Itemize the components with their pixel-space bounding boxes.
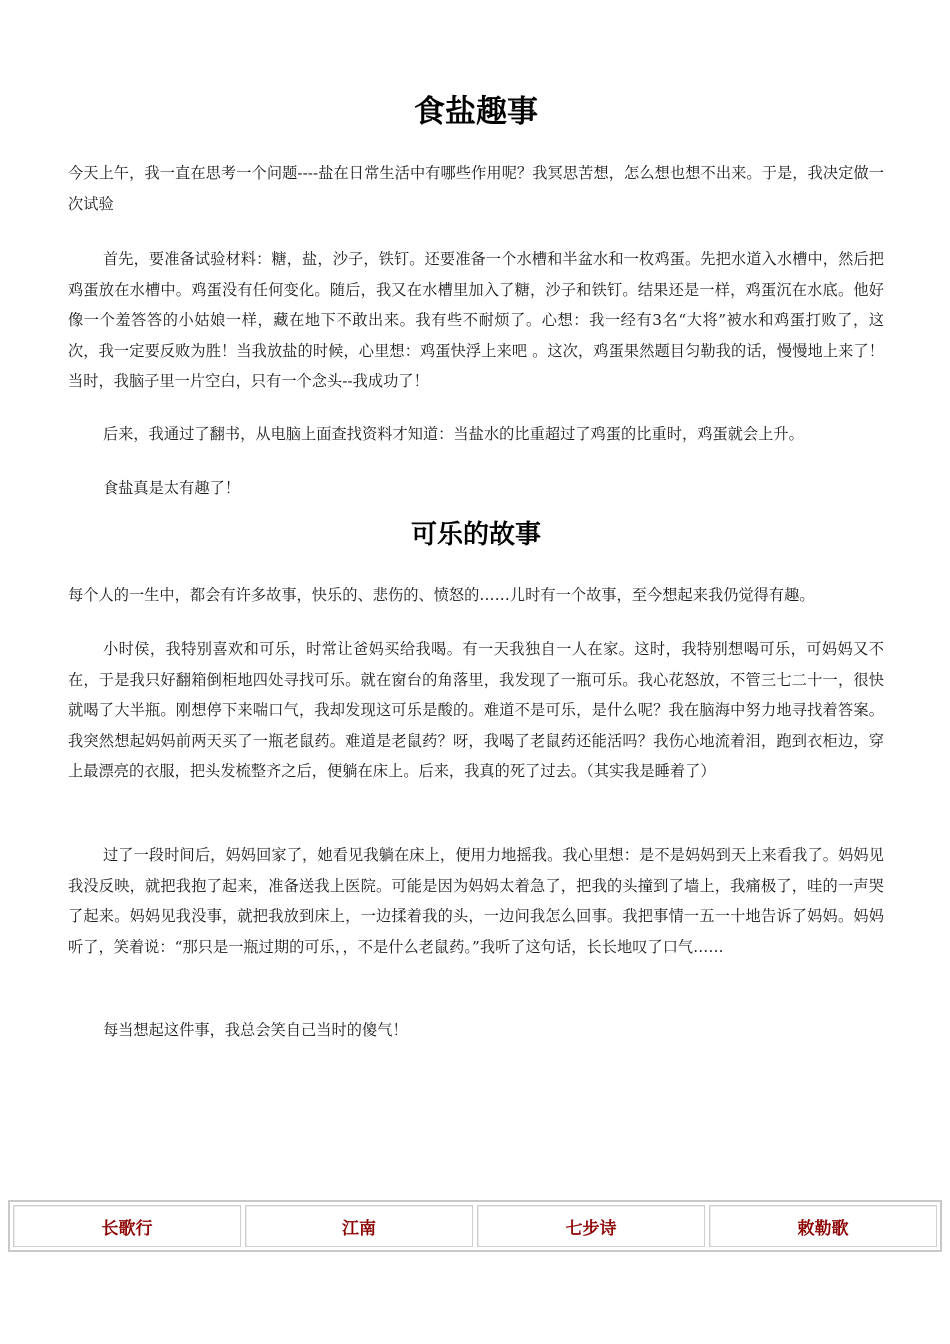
nav-link-qibushi[interactable]: 七步诗: [477, 1205, 705, 1247]
nav-link-changgexing[interactable]: 长歌行: [13, 1205, 241, 1247]
paragraph-text: 每个人的一生中，都会有许多故事，快乐的、悲伤的、愤怒的……儿时有一个故事，至今想起来我仍觉得有趣。: [68, 586, 815, 604]
nav-link-chilege[interactable]: 敕勒歌: [709, 1205, 937, 1247]
paragraph-text: 首先，要准备试验材料：糖，盐，沙子，铁钉。还要准备一个水槽和半盆水和一枚鸡蛋。先把水道入水槽中，然后把鸡蛋放在水槽中。鸡蛋没有任何变化。随后，我又在水槽里加入了糖，沙子和铁钉。结果还是一样，鸡蛋沉在水底。他好像一个羞答答的小姑娘一样，藏在地下不敢出来。我有些不耐烦了。心想：我一经有3名“大将”被水和鸡蛋打败了，这次，我一定要反败为胜！当我放盐的时候，心里想：鸡蛋快浮上来吧 。这次，鸡蛋果然题目匀勒我的话，慢慢地上来了！当时，我脑子里一片空白，只有一个念头--我成功了！: [68, 250, 884, 390]
paragraph-text: 食盐真是太有趣了！: [102, 479, 241, 497]
article-paragraph: [68, 634, 884, 787]
article-paragraph: [68, 473, 884, 504]
article-paragraph: [68, 419, 884, 450]
paragraph-text: 小时侯，我特别喜欢和可乐，时常让爸妈买给我喝。有一天我独自一人在家。这时，我特别想喝可乐，可妈妈又不在，于是我只好翻箱倒柜地四处寻找可乐。就在窗台的角落里，我发现了一瓶可乐。我心花怒放，不管三七二十一，很快就喝了大半瓶。刚想停下来喘口气，我却发现这可乐是酸的。难道不是可乐，是什么呢？我在脑海中努力地寻找着答案。我突然想起妈妈前两天买了一瓶老鼠药。难道是老鼠药？呀，我喝了老鼠药还能活吗？我伤心地流着泪，跑到衣柜边，穿上最漂亮的衣服，把头发梳整齐之后，便躺在床上。后来，我真的死了过去。（其实我是睡着了）: [68, 640, 884, 780]
article-title-salt: 食盐趣事: [414, 94, 538, 130]
paragraph-text: 今天上午，我一直在思考一个问题----盐在日常生活中有哪些作用呢？我冥思苦想，怎么想也想不出来。于是，我决定做一次试验: [68, 164, 884, 213]
article-paragraph: [68, 840, 884, 962]
article-paragraph: [68, 1015, 884, 1046]
nav-link-jiangnan[interactable]: 江南: [245, 1205, 473, 1247]
paragraph-text: 过了一段时间后，妈妈回家了，她看见我躺在床上，便用力地摇我。我心里想：是不是妈妈到天上来看我了。妈妈见我没反映，就把我抱了起来，准备送我上医院。可能是因为妈妈太着急了，把我的头撞到了墙上，我痛极了，哇的一声哭了起来。妈妈见我没事，就把我放到床上，一边揉着我的头，一边问我怎么回事。我把事情一五一十地告诉了妈妈。妈妈听了，笑着说：“那只是一瓶过期的可乐，，不是什么老鼠药。”我听了这句话，长长地叹了口气……: [68, 846, 884, 956]
paragraph-text: 每当想起这件事，我总会笑自己当时的傻气！: [102, 1021, 408, 1039]
article-title-cola: 可乐的故事: [410, 520, 541, 550]
paragraph-text: 后来，我通过了翻书，从电脑上面查找资料才知道：当盐水的比重超过了鸡蛋的比重时，鸡蛋就会上升。: [102, 425, 804, 443]
related-links-bar: [8, 1200, 942, 1252]
article-paragraph: [68, 580, 884, 611]
article-paragraph: [68, 158, 884, 219]
article-paragraph: [68, 244, 884, 397]
